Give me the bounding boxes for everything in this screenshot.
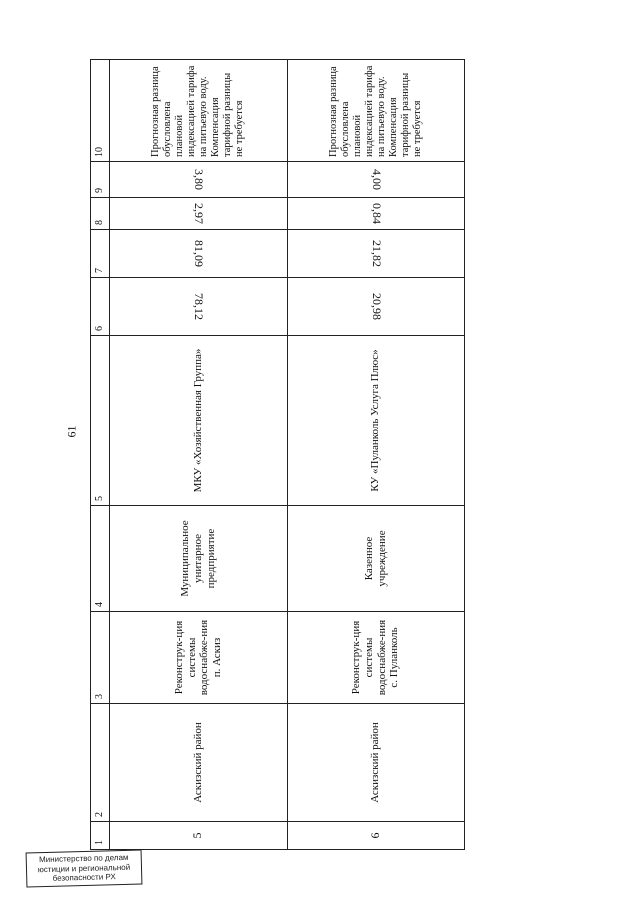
value-col8: 0,84 [369,203,384,224]
col-header-6: 6 [91,278,110,336]
stamp-line: безопасности РХ [52,872,116,884]
table-row [110,60,288,850]
value-col6: 20,98 [369,293,384,320]
ministry-stamp [26,849,143,887]
col-header-7: 7 [91,230,110,278]
col-header-2: 2 [91,704,110,822]
table-row [287,60,465,850]
district-cell: Аскизский район [110,704,288,822]
col-header-9: 9 [91,162,110,198]
org-name-cell: МКУ «Хозяйственная Группа» [110,336,288,506]
data-table [90,59,465,850]
value-col7: 81,09 [192,240,207,267]
org-form-cell: Казенное учреждение [287,506,465,612]
value-col6: 78,12 [192,293,207,320]
value-col7-cell [287,230,465,278]
page-number: 61 [64,425,79,438]
value-col9: 3,80 [192,169,207,190]
note-cell: Прогнозная разница обусловлена плановой индексацией тарифа на питьевую воду. Компенсация тарифной разницы не требуется [110,60,288,162]
org-form-cell: Муниципальное унитарное предприятие [110,506,288,612]
value-col6-cell [110,278,288,336]
col-header-10: 10 [91,60,110,162]
header-row [91,60,110,850]
value-col6-cell [287,278,465,336]
col-header-1: 1 [91,822,110,850]
row-number: 5 [110,822,288,850]
value-col8-cell [110,198,288,230]
district-cell: Аскизский район [287,704,465,822]
value-col7: 21,82 [369,240,384,267]
project-cell: Реконструк-ция системы водоснабже-ния п. Аскиз [110,612,288,704]
col-header-3: 3 [91,612,110,704]
value-col7-cell [110,230,288,278]
value-col8: 2,97 [192,203,207,224]
value-col9-cell [110,162,288,198]
org-name-cell: КУ «Пуланколь Услуга Плюс» [287,336,465,506]
stamp-line: Министерство по делам [38,852,129,865]
project-cell: Реконструк-ция системы водоснабже-ния с. Пуланколь [287,612,465,704]
col-header-4: 4 [91,506,110,612]
value-col9-cell [287,162,465,198]
col-header-8: 8 [91,198,110,230]
row-number: 6 [287,822,465,850]
value-col9: 4,00 [369,169,384,190]
stamp-line: юстиции и региональной [37,862,131,874]
value-col8-cell [287,198,465,230]
note-cell: Прогнозная разница обусловлена плановой индексацией тарифа на питьевую воду. Компенсация тарифной разницы не требуется [287,60,465,162]
rotated-table-container [90,60,465,850]
col-header-5: 5 [91,336,110,506]
